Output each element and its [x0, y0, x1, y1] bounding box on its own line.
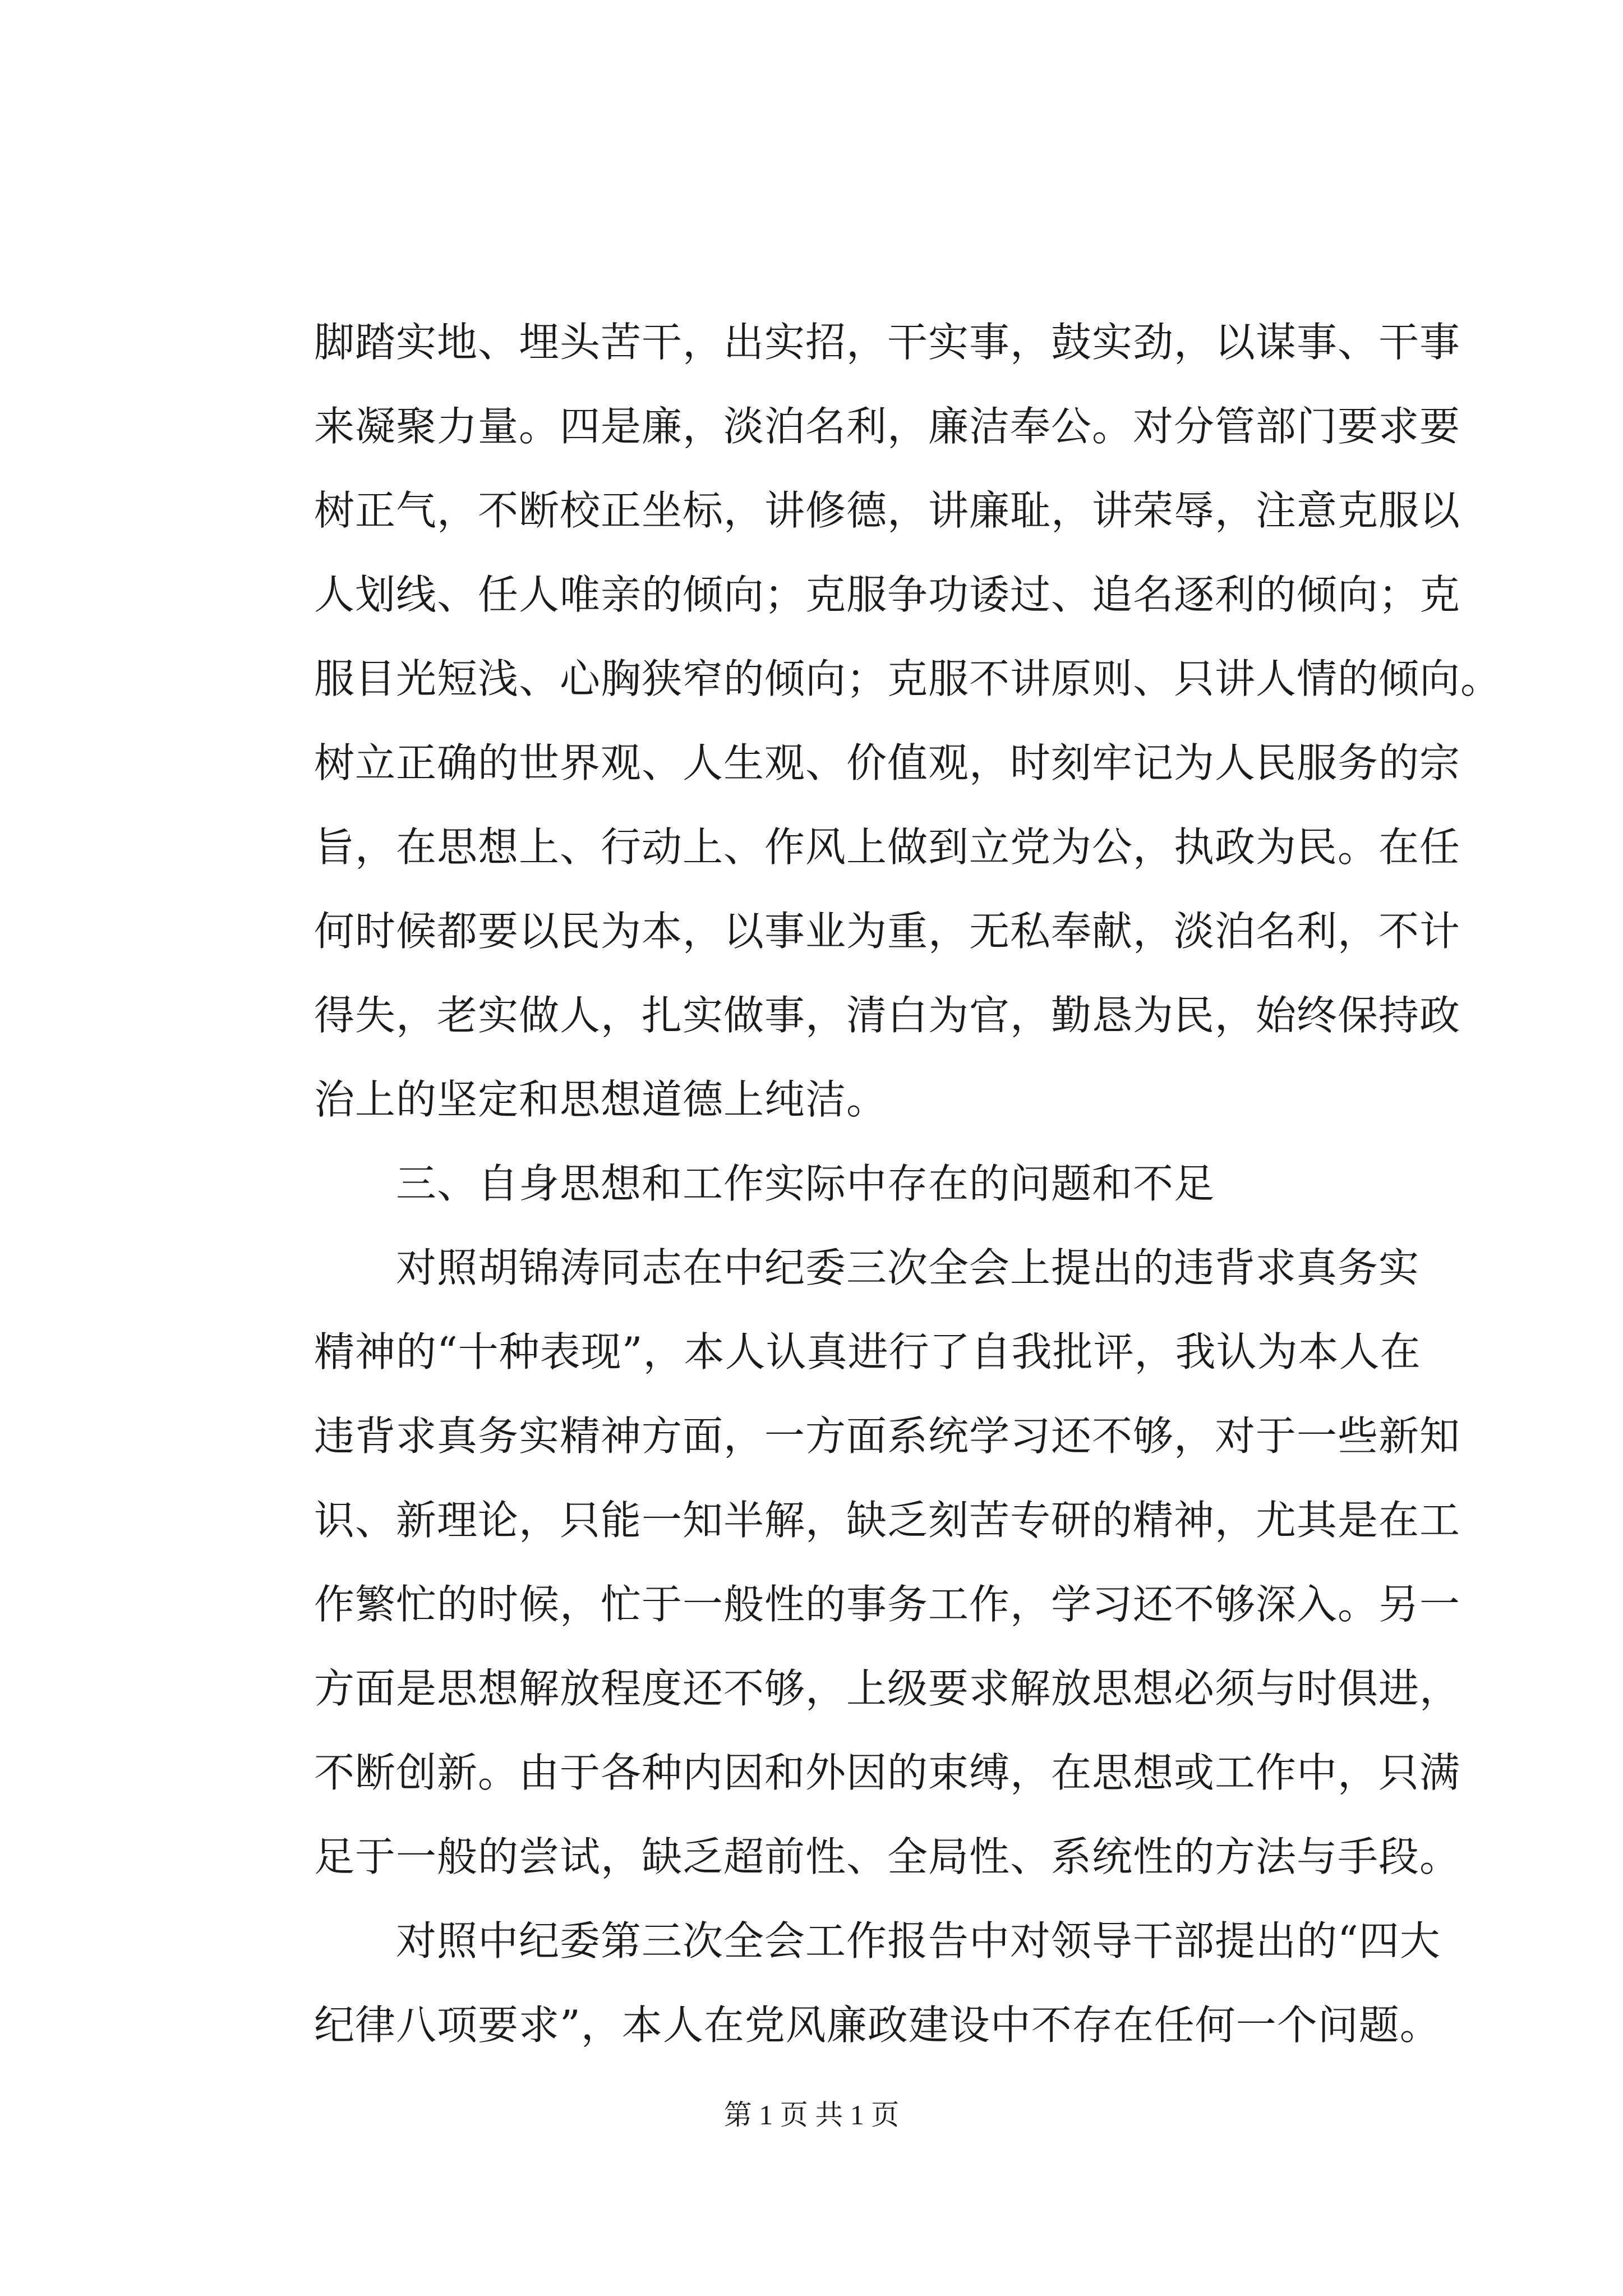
text-line: 方面是思想解放程度还不够，上级要求解放思想必须与时俱进， — [314, 1665, 1461, 1712]
text-line: 对照中纪委第三次全会工作报告中对领导干部提出的“四大 — [314, 1917, 1441, 1964]
page-footer: 第 1 页 共 1 页 — [723, 2099, 900, 2131]
text-line: 精神的“十种表现”，本人认真进行了自我批评，我认为本人在 — [314, 1328, 1421, 1375]
text-line: 旨，在思想上、行动上、作风上做到立党为公，执政为民。在任 — [314, 823, 1461, 871]
text-line: 人划线、任人唯亲的倾向；克服争功诿过、追名逐利的倾向；克 — [314, 571, 1461, 618]
text-line: 树正气，不断校正坐标，讲修德，讲廉耻，讲荣辱，注意克服以 — [314, 487, 1461, 534]
text-line: 治上的坚定和思想道德上纯洁。 — [314, 1076, 888, 1123]
text-line: 纪律八项要求”，本人在党风廉政建设中不存在任何一个问题。 — [314, 2001, 1441, 2049]
text-line: 来凝聚力量。四是廉，淡泊名利，廉洁奉公。对分管部门要求要 — [314, 403, 1461, 450]
text-line: 何时候都要以民为本，以事业为重，无私奉献，淡泊名利，不计 — [314, 908, 1461, 955]
text-line: 脚踏实地、埋头苦干，出实招，干实事，鼓实劲，以谋事、干事 — [314, 319, 1461, 366]
text-line: 不断创新。由于各种内因和外因的束缚，在思想或工作中，只满 — [314, 1749, 1461, 1796]
text-line: 树立正确的世界观、人生观、价值观，时刻牢记为人民服务的宗 — [314, 739, 1461, 786]
text-line: 作繁忙的时候，忙于一般性的事务工作，学习还不够深入。另一 — [314, 1581, 1461, 1628]
text-line: 得失，老实做人，扎实做事，清白为官，勤恳为民，始终保持政 — [314, 992, 1461, 1039]
body-text — [314, 300, 1502, 2067]
text-line: 识、新理论，只能一知半解，缺乏刻苦专研的精神，尤其是在工 — [314, 1497, 1461, 1544]
text-line: 服目光短浅、心胸狭窄的倾向；克服不讲原则、只讲人情的倾向。 — [314, 655, 1502, 702]
section-heading: 三、自身思想和工作实际中存在的问题和不足 — [314, 1160, 1215, 1207]
text-line: 对照胡锦涛同志在中纪委三次全会上提出的违背求真务实 — [314, 1244, 1420, 1291]
text-line: 违背求真务实精神方面，一方面系统学习还不够，对于一些新知 — [314, 1412, 1461, 1460]
text-line: 足于一般的尝试，缺乏超前性、全局性、系统性的方法与手段。 — [314, 1833, 1461, 1880]
